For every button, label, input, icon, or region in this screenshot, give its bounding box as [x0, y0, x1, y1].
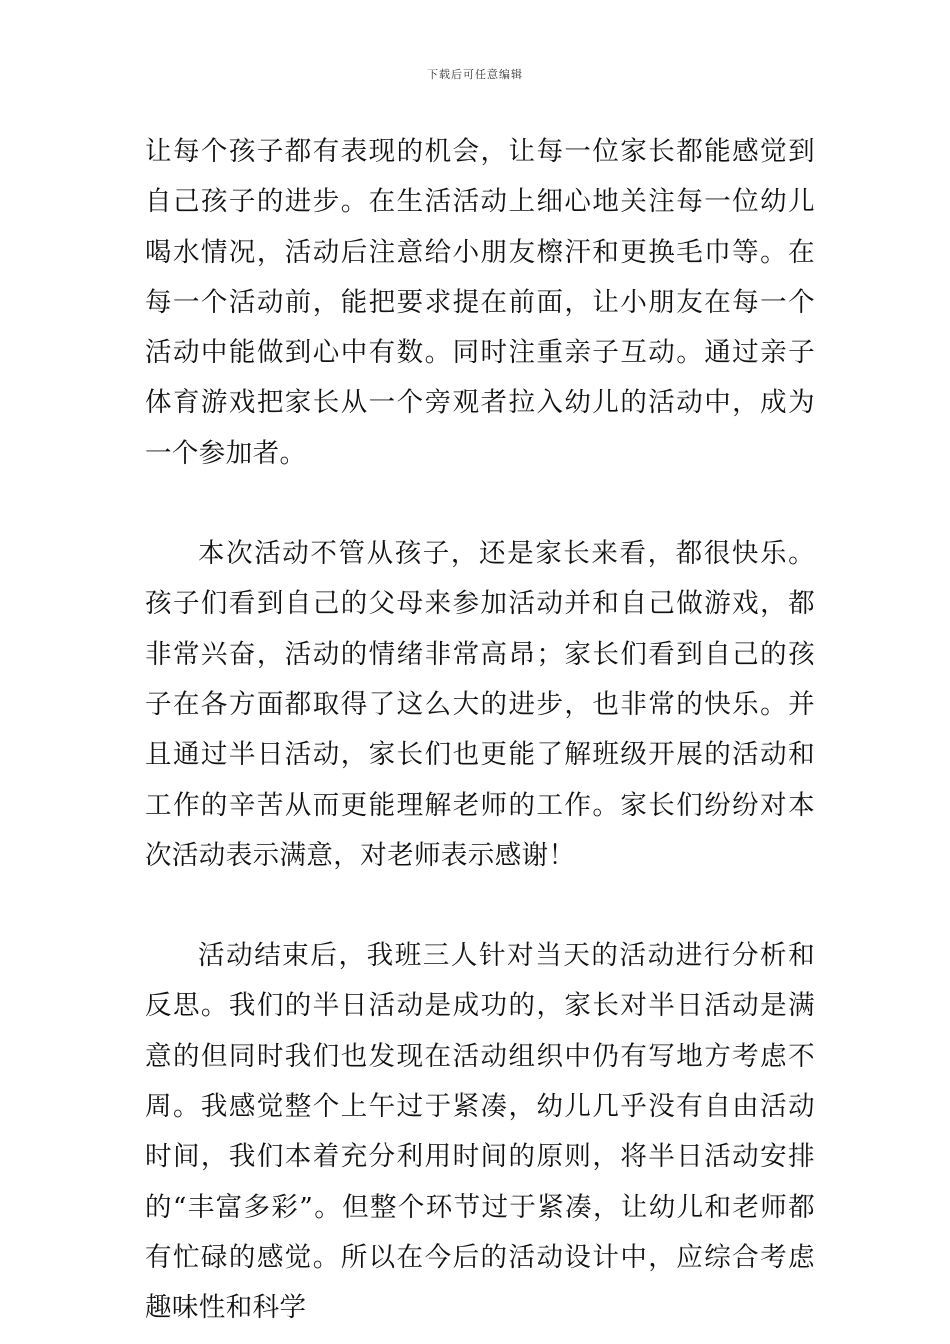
document-body [145, 127, 815, 1334]
paragraph-1: 让每个孩子都有表现的机会，让每一位家长都能感觉到自己孩子的进步。在生活活动上细心地关注每一位幼儿喝水情况，活动后注意给小朋友檫汗和更换毛巾等。在每一个活动前，能把要求提在前面，让小朋友在每一个活动中能做到心中有数。同时注重亲子互动。通过亲子体育游戏把家长从一个旁观者拉入幼儿的活动中，成为一个参加者。 [145, 136, 815, 469]
paragraph-3: 活动结束后，我班三人针对当天的活动进行分析和反思。我们的半日活动是成功的，家长对半日活动是满意的但同时我们也发现在活动组织中仍有写地方考虑不周。我感觉整个上午过于紧凑，幼儿几乎没有自由活动时间，我们本着充分利用时间的原则，将半日活动安排的“丰富多彩”。但整个环节过于紧凑，让幼儿和老师都有忙碌的感觉。所以在今后的活动设计中，应综合考虑趣味性和科学 [145, 940, 815, 1324]
paragraph-2: 本次活动不管从孩子，还是家长来看，都很快乐。孩子们看到自己的父母来参加活动并和自己做游戏，都非常兴奋，活动的情绪非常高昂；家长们看到自己的孩子在各方面都取得了这么大的进步，也非常的快乐。并且通过半日活动，家长们也更能了解班级开展的活动和工作的辛苦从而更能理解老师的工作。家长们纷纷对本次活动表示满意，对老师表示感谢！ [145, 538, 815, 871]
download-note: 下载后可任意编辑 [427, 68, 523, 81]
